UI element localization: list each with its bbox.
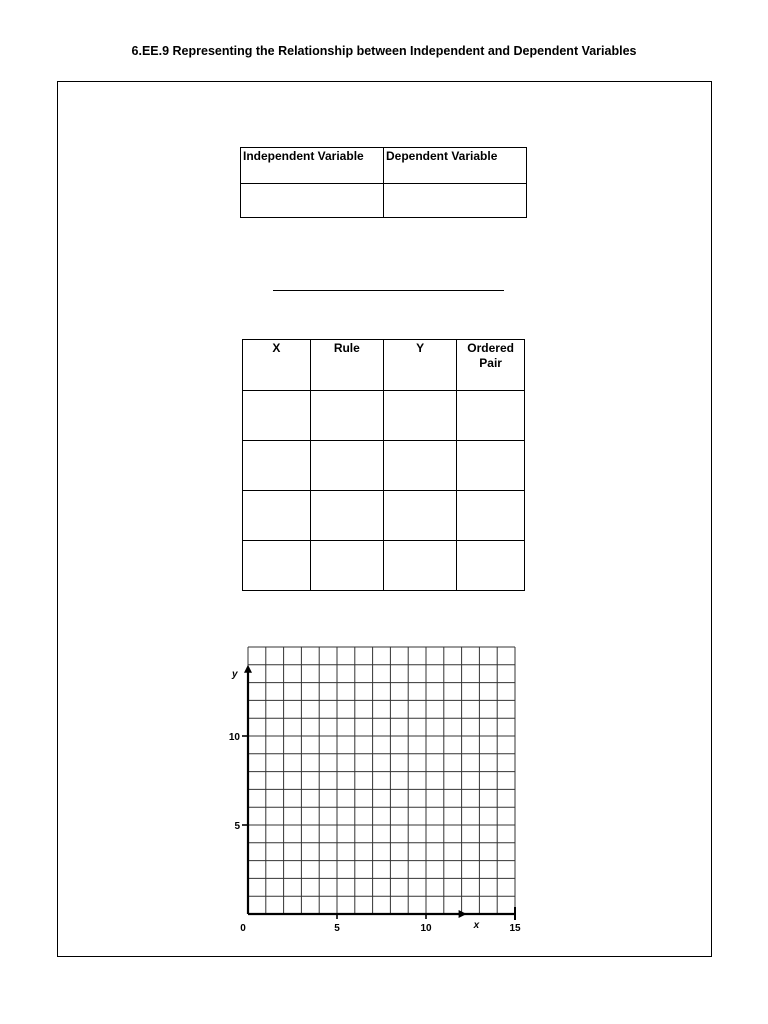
table-cell[interactable] [310,541,383,591]
x-axis-arrow [459,910,467,918]
independent-variable-cell[interactable] [241,184,384,218]
table-cell[interactable] [457,441,525,491]
table-cell[interactable] [243,441,311,491]
coordinate-grid[interactable] [212,636,552,946]
x-header: X [243,340,311,391]
table-row [243,391,525,441]
variables-table-header-row [241,148,527,184]
table-row [243,441,525,491]
rule-header: Rule [310,340,383,391]
y-tick-label: 5 [234,821,240,832]
independent-variable-header: Independent Variable [241,148,384,184]
table-cell[interactable] [243,541,311,591]
x-tick-label: 5 [334,923,340,934]
table-row [243,491,525,541]
dependent-variable-cell[interactable] [384,184,527,218]
table-cell[interactable] [243,391,311,441]
x-tick-label: 15 [509,923,521,934]
input-output-header-row [243,340,525,391]
ordered-pair-header: Ordered Pair [457,340,525,391]
input-output-table [242,339,525,591]
y-axis-arrow [244,665,252,673]
rule-blank-line[interactable] [273,290,504,291]
dependent-variable-header: Dependent Variable [384,148,527,184]
table-cell[interactable] [383,541,456,591]
table-cell[interactable] [457,541,525,591]
x-tick-label: 10 [420,923,432,934]
table-cell[interactable] [457,391,525,441]
table-row [241,184,527,218]
table-cell[interactable] [383,391,456,441]
table-cell[interactable] [383,491,456,541]
page-title: 6.EE.9 Representing the Relationship between Independent and Dependent Variables [131,44,637,58]
table-row [243,541,525,591]
table-cell[interactable] [310,391,383,441]
table-cell[interactable] [457,491,525,541]
x-tick-label: 0 [240,923,246,934]
y-header: Y [383,340,456,391]
table-cell[interactable] [310,441,383,491]
variables-table [240,147,527,218]
x-axis-label: x [473,920,480,931]
coordinate-grid-svg [212,636,552,946]
table-cell[interactable] [243,491,311,541]
table-cell[interactable] [310,491,383,541]
table-cell[interactable] [383,441,456,491]
y-tick-label: 10 [228,732,240,743]
y-axis-label: y [232,668,238,680]
